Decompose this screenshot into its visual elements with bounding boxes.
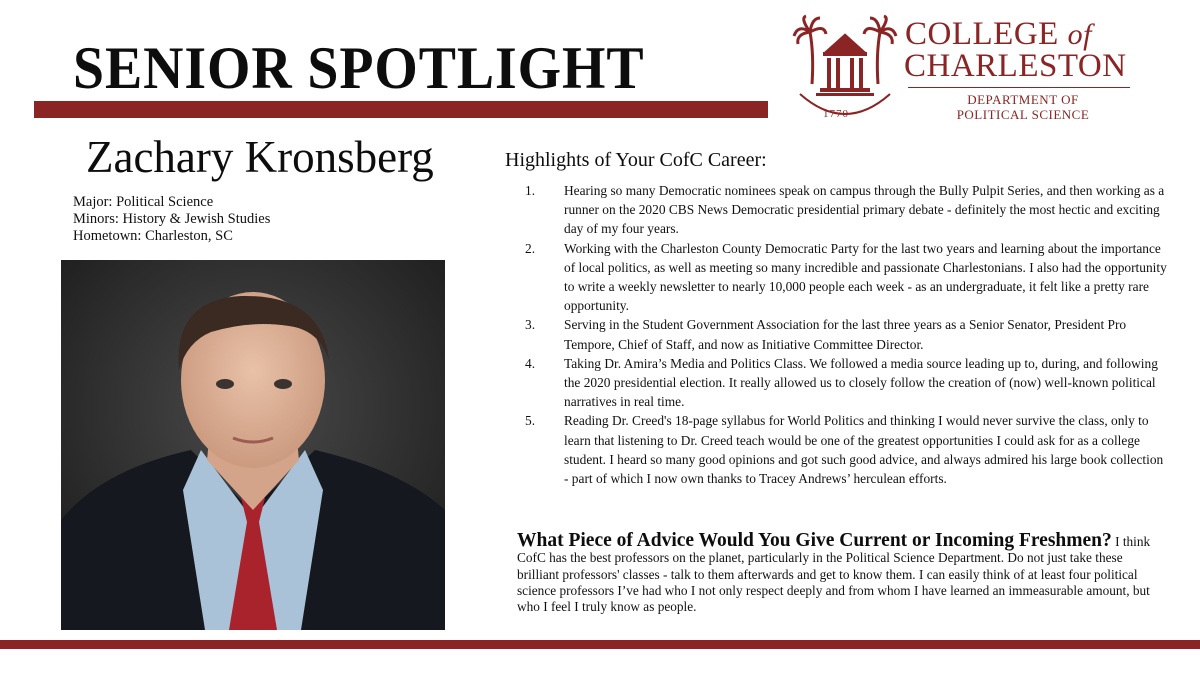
minors-label: Minors: [73, 211, 119, 227]
item-text: Reading Dr. Creed's 18-page syllabus for World Politics and thinking I would never survive the class, only to learn that listening to Dr. Creed teach would be one of the greatest opportunities I could ask for as a college student. I heard so many good opinions and got such good advice, and always admired his large book collection - part of which I now own thanks to Tracey Andrews’ herculean efforts. [564, 413, 1164, 487]
major-value: Political Science [116, 194, 214, 210]
hometown-value: Charleston, SC [145, 228, 233, 244]
hometown-row [73, 228, 270, 245]
list-item [520, 354, 1170, 412]
footer-bar [0, 640, 1200, 649]
title-underline-bar [34, 101, 768, 118]
seal-year: 1770 [823, 108, 849, 120]
item-number: 2. [525, 240, 536, 256]
major-row [73, 194, 270, 211]
item-text: Serving in the Student Government Association for the last three years as a Senior Senator, President Pro Tempore, Chief of Staff, and now as Initiative Committee Director. [564, 317, 1127, 352]
hometown-label: Hometown: [73, 228, 142, 244]
list-item [520, 315, 1170, 353]
item-number: 4. [525, 355, 536, 371]
advice-answer: I think CofC has the best professors on the planet, particularly in the Political Science Department. Do not just take these brilliant professors' classes - talk to them afterwards and get to know them. I can easily think of at least four political science professors I’ve had who I not only respect deeply and from whom I have learned an immeasurable amount, but who I feel I truly know as people. [517, 534, 1151, 615]
list-item [520, 411, 1170, 488]
logo-of-word: of [1067, 18, 1092, 51]
department-name [908, 92, 1138, 122]
minors-row [73, 211, 270, 228]
list-item [520, 239, 1170, 316]
list-item [520, 181, 1170, 239]
logo-divider [908, 87, 1130, 88]
item-number: 1. [525, 183, 536, 198]
item-number: 3. [525, 317, 536, 333]
item-text: Taking Dr. Amira’s Media and Politics Class. We followed a media source leading up to, during, and following the 2020 presidential election. It really allowed us to closely follow the creation of (now) well-known political narratives in real time. [564, 355, 1158, 410]
logo-charleston-text: CHARLESTON [904, 48, 1127, 84]
highlights-heading: Highlights of Your CofC Career: [505, 149, 767, 171]
item-text: Hearing so many Democratic nominees speak on campus through the Bully Pulpit Series, and then working as a runner on the 2020 CBS News Democratic presidential primary debate - definitely the most hectic and exciting day of my four years. [564, 183, 1165, 237]
student-portrait [61, 260, 445, 630]
page-title: SENIOR SPOTLIGHT [73, 35, 645, 101]
logo-college-text [905, 18, 1092, 51]
department-line-1: DEPARTMENT OF [967, 92, 1079, 107]
student-name: Zachary Kronsberg [86, 132, 434, 182]
minors-value: History & Jewish Studies [122, 211, 271, 227]
item-number: 5. [525, 413, 536, 429]
advice-question: What Piece of Advice Would You Give Current or Incoming Freshmen? [517, 530, 1112, 551]
student-facts [73, 194, 270, 245]
advice-section [517, 530, 1167, 615]
highlights-list [520, 181, 1170, 488]
department-line-2: POLITICAL SCIENCE [956, 107, 1090, 122]
major-label: Major: [73, 194, 113, 210]
college-logo [790, 14, 1140, 126]
logo-college-word: COLLEGE [905, 16, 1059, 52]
item-text: Working with the Charleston County Democratic Party for the last two years and learning about the importance of local politics, as well as meeting so many incredible and passionate Charlestonians. I also had the opportunity to write a weekly newsletter to nearly 10,000 people each week - as an undergraduate, it felt like a pretty rare opportunity. [564, 240, 1167, 314]
